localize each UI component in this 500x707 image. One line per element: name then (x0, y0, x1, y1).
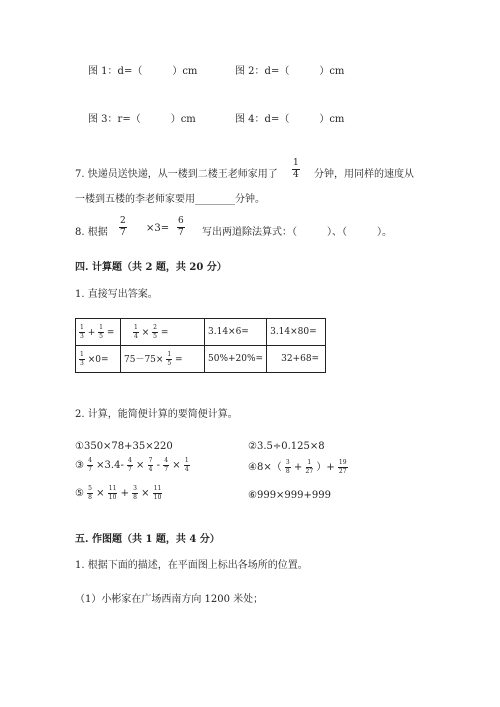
table-cell: 50%+20%= (205, 346, 267, 373)
expr-2: ②3.5÷0.125×8 (248, 441, 325, 452)
fig1-answer: 图 1：d=（ ）cm (88, 66, 198, 77)
denominator: 7 (178, 228, 184, 238)
q8-fraction-2 (177, 217, 185, 238)
q8-fraction-1 (119, 217, 127, 238)
numerator: 1 (293, 158, 299, 168)
table-cell: 32+68= (267, 346, 326, 373)
section4-q1: 1. 直接写出答案。 (75, 289, 158, 300)
fig2-answer: 图 2：d=（ ）cm (235, 66, 345, 77)
q8-operator: ×3= (146, 223, 170, 234)
q8-suffix: 写出两道除法算式：（ ）、（ ）。 (202, 227, 392, 238)
expr-4: ④8×（ $\frac{3}{8}$ + $\frac{1}{27}$ ）+ $\frac{19}{27}$ (248, 459, 347, 475)
table-cell: 75－75× $\frac{1}{5}$ = (121, 346, 205, 373)
expr-6: ⑥999×999+999 (248, 490, 331, 501)
q7-line1-b: 分钟，用同样的速度从 (314, 169, 414, 180)
fig3-answer: 图 3：r=（ ）cm (88, 114, 196, 125)
section5-sub1: （1）小彬家在广场西南方向 1200 米处； (75, 594, 264, 605)
section4-q2: 2. 计算，能简便计算的要简便计算。 (75, 409, 238, 420)
section5-q1: 1. 根据下面的描述，在平面图上标出各场所的位置。 (75, 560, 308, 571)
section5-title: 五. 作图题（共 1 题，共 4 分） (75, 534, 220, 545)
table-row (76, 346, 326, 373)
table-cell: $\frac{1}{3}$ + $\frac{1}{5}$ = (76, 319, 121, 346)
q8-prefix: 8. 根据 (75, 227, 108, 238)
direct-answer-table (75, 318, 326, 373)
section4-title: 四. 计算题（共 2 题，共 20 分） (75, 262, 227, 273)
q7-line1-a: 7. 快递员送快递，从一楼到二楼王老师家用了 (75, 169, 278, 180)
q7-fraction (292, 159, 300, 180)
fig4-answer: 图 4：d=（ ）cm (235, 114, 345, 125)
numerator: 2 (120, 216, 126, 226)
denominator: 7 (120, 228, 126, 238)
q7-line2: 一楼到五楼的李老师家要用________分钟。 (75, 194, 265, 205)
table-cell: 3.14×80= (267, 319, 326, 346)
expr-3: ③ $\frac{4}{7}$ ×3.4- $\frac{4}{7}$ × $\frac{7}{4}$ - $\frac{4}{7}$ × $\frac{1}{4}$ (75, 457, 189, 473)
numerator: 6 (178, 216, 184, 226)
table-cell: 3.14×6= (205, 319, 267, 346)
table-row (76, 319, 326, 346)
denominator: 4 (293, 170, 299, 180)
expr-5: ⑤ $\frac{5}{8}$ × $\frac{11}{10}$ + $\frac{3}{8}$ × $\frac{11}{10}$ (75, 485, 162, 501)
table-cell: $\frac{1}{4}$ × $\frac{2}{5}$ = (121, 319, 205, 346)
table-cell: $\frac{1}{3}$ ×0= (76, 346, 121, 373)
expr-1: ①350×78+35×220 (75, 441, 173, 452)
